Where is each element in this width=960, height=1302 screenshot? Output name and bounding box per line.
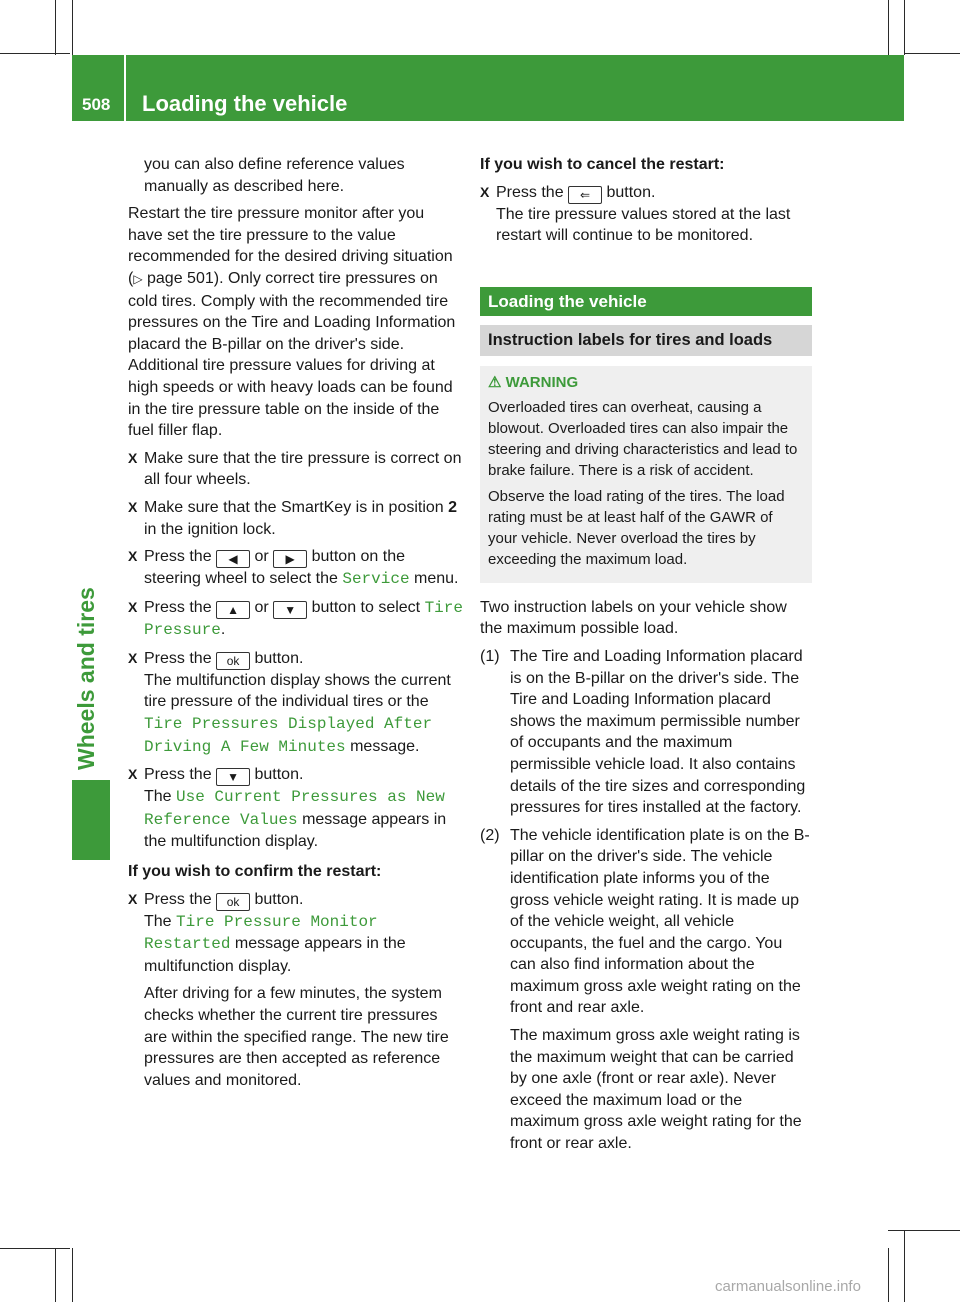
crop-mark [55,1248,56,1302]
side-tab-block [72,780,110,860]
down-arrow-key-icon: ▼ [273,601,307,619]
crop-mark [72,0,73,55]
step: X Make sure that the SmartKey is in position 2 in the ignition lock. [128,498,458,538]
header-divider [124,55,126,121]
crop-mark [888,0,889,55]
display-text: Tire Pressures Displayed After Driving A Few Minutes [144,715,433,756]
subheading: If you wish to confirm the restart: [128,863,382,881]
display-text: Tire Pressure [144,598,463,640]
step: X Make sure that the tire pressure is correct on all four wheels. [128,449,462,489]
step-marker-icon: X [480,183,490,200]
crop-mark [888,1230,960,1231]
step: X Press the ▼ button. The Use Current Pressures as New Reference Values message appears in the multifunction display. [128,766,447,851]
step-marker-icon: X [128,598,138,615]
paragraph: After driving for a few minutes, the system checks whether the current tire pressures are within the specified range. The new tire pressures are then accepted as reference values and monitored. [144,985,449,1089]
right-arrow-key-icon: ▶ [273,550,307,568]
crop-mark [904,1230,905,1302]
crop-mark [55,0,56,55]
section-title: Loading the vehicle [480,287,812,316]
step-marker-icon: X [128,548,138,565]
step: X Press the ◀ or ▶ button on the steering wheel to select the Service menu. [128,548,459,589]
back-key-icon: ⇐ [568,186,602,204]
paragraph: The maximum gross axle weight rating is the maximum weight that can be carried by one axle (front or rear axle). Never exceed the maximum load or the maximum gross axle weight rating for the front or rear axle. [510,1027,802,1153]
step: X Press the ▲ or ▼ button to select Tire Pressure. [128,598,463,640]
warning-text: Observe the load rating of the tires. The load rating must be at least half of the GAWR of your vehicle. Never overload the tires by exceeding the maximum load. [488,487,785,568]
warning-text: Overloaded tires can overheat, causing a blowout. Overloaded tires can also impair the steering and driving characteristics and lead to brake failure. There is a risk of accident. [488,398,798,479]
ok-key-icon: ok [216,652,250,670]
crop-mark [0,1248,70,1249]
warning-box [480,366,812,583]
crop-mark [904,53,960,54]
step: X Press the ok button. The multifunction display shows the current tire pressure of the individual tires or the Tire Pressures Displayed After Driving A Few Minutes message. [128,649,451,756]
right-column [480,154,812,1161]
down-arrow-key-icon: ▼ [216,768,250,786]
display-text: Service [342,570,410,589]
page-title: Loading the vehicle [142,91,348,116]
paragraph: Restart the tire pressure monitor after you have set the tire pressure to the value recommended for the desired driving situation (▷ page 501). Only correct tire pressures on cold tires. Comply with the recommended tire pressures on the Tire and Loading Information placard the B-pillar on the driver's side. Additional tire pressure values for driving at high speeds or with heavy loads can be found in the tire pressure table on the inside of the fuel filler flap. [128,205,456,440]
paragraph: Two instruction labels on your vehicle show the maximum possible load. [480,598,787,638]
up-arrow-key-icon: ▲ [216,601,250,619]
subheading: If you wish to cancel the restart: [480,156,725,173]
step-marker-icon: X [128,449,138,466]
crop-mark [904,0,905,55]
step-marker-icon: X [128,498,138,515]
watermark: carmanualsonline.info [715,1278,861,1295]
left-column [128,154,463,1097]
list-item: (2) The vehicle identification plate is on the B-pillar on the driver's side. The vehicle identification plate informs you of the gross vehicle weight rating. It is made up of the vehicle weight, all vehicle occupants, the fuel and the cargo. You can also find information about the maximum gross axle weight rating on the front and rear axle. The maximum gross axle weight rating is the maximum weight that can be carried by one axle (front or rear axle). Never exceed the maximum load or the maximum gross axle weight rating for the front or rear axle. [480,825,812,1155]
step: X Press the ok button. The Tire Pressure Monitor Restarted message appears in the multifunction display. After driving for a few minutes, the system checks whether the current tire pressures are within the specified range. The new tire pressures are then accepted as reference values and monitored. [128,889,463,1092]
page-ref-icon: ▷ [133,271,143,286]
page-number: 508 [82,95,111,114]
warning-icon: ⚠ [488,373,502,391]
paragraph: you can also define reference values manually as described here. [144,156,405,195]
crop-mark [72,1248,73,1302]
display-text: Use Current Pressures as New Reference Values [144,788,445,829]
step-marker-icon: X [128,890,138,907]
ok-key-icon: ok [216,893,250,911]
left-arrow-key-icon: ◀ [216,550,250,568]
list-item: (1) The Tire and Loading Information placard is on the B-pillar on the driver's side. The Tire and Loading Information placard shows the maximum permissible number of occupants and the maximum permissible vehicle load. It also contains details of the tire sizes and corresponding pressures for tires installed at the factory. [480,647,806,817]
step-marker-icon: X [128,766,138,783]
subsection-title: Instruction labels for tires and loads [480,325,812,356]
step-marker-icon: X [128,649,138,666]
side-tab-label: Wheels and tires [73,587,99,770]
crop-mark [888,1248,889,1302]
step: X Press the ⇐ button. The tire pressure values stored at the last restart will continue to be monitored. [480,183,791,245]
crop-mark [0,53,70,54]
warning-heading: ⚠ WARNING [488,373,579,391]
display-text: Tire Pressure Monitor Restarted [144,912,378,954]
